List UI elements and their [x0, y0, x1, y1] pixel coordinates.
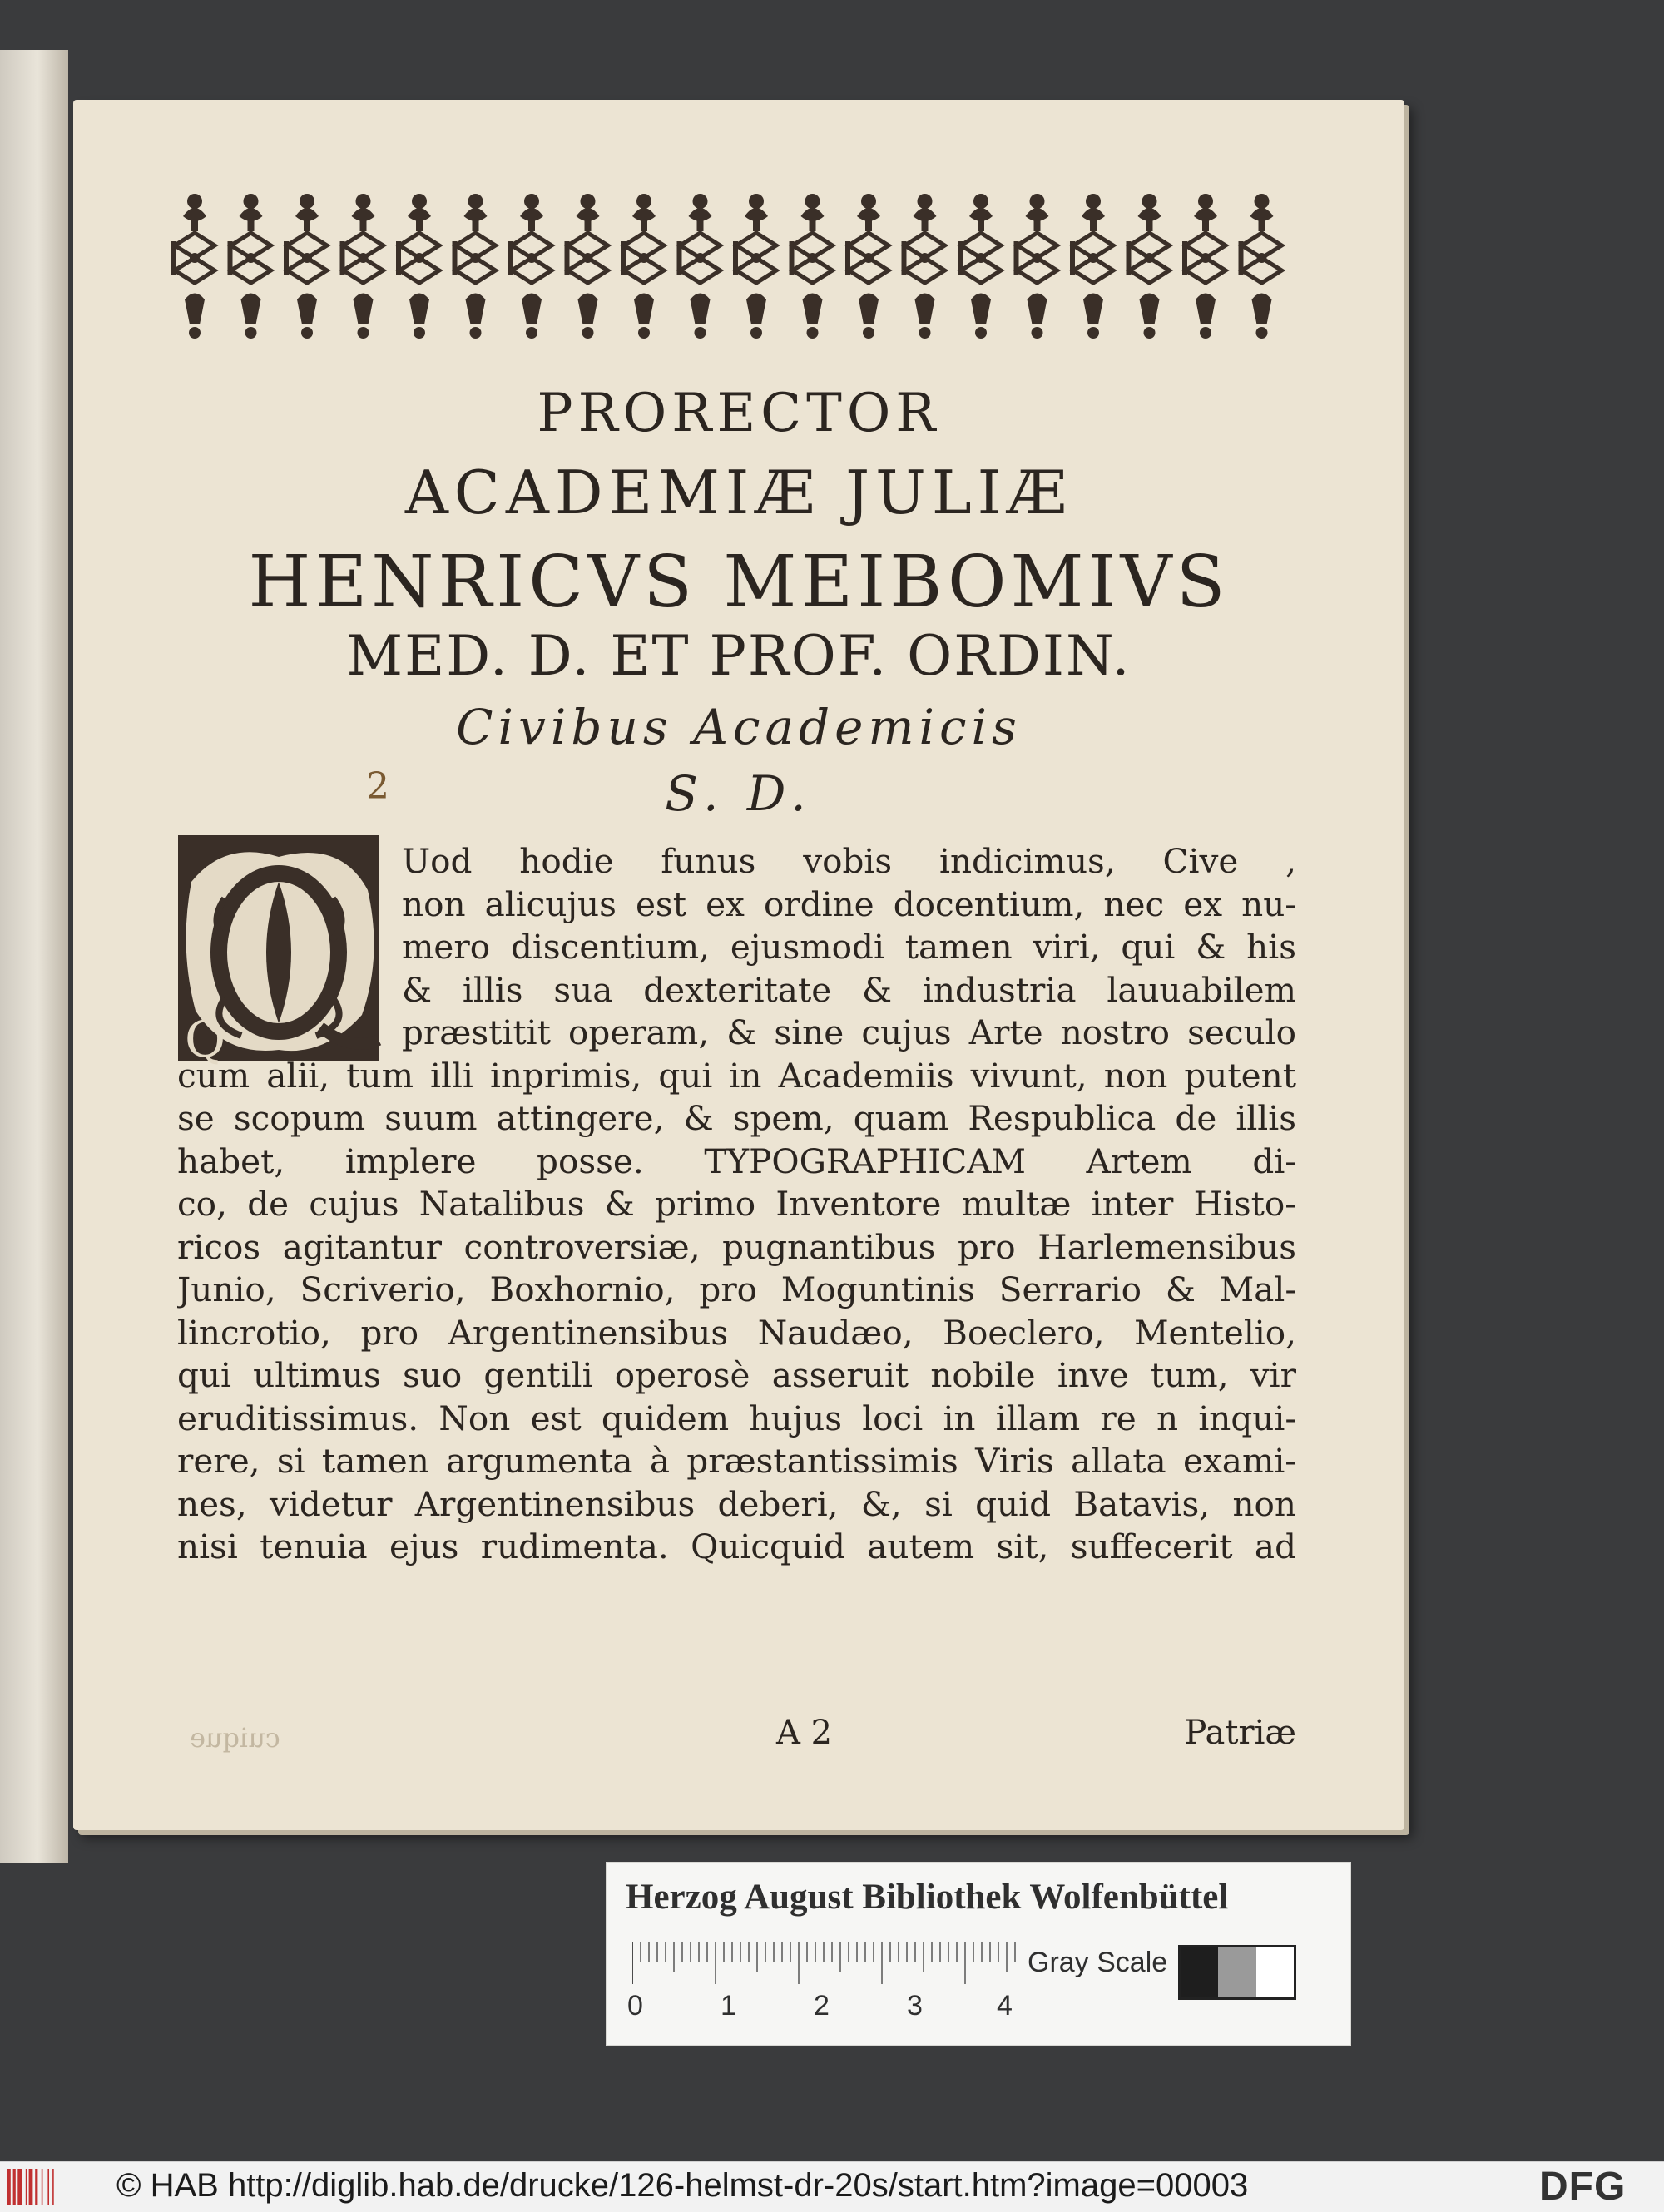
body-line: præstitit operam, & sine cujus Arte nostro seculo	[402, 1012, 1296, 1052]
ruler-number: 1	[721, 1990, 736, 2021]
heading-title: MED. D. ET PROF. ORDIN.	[346, 624, 1132, 688]
body-line: mero discentium, ejusmodi tamen viri, qui & his	[402, 927, 1296, 967]
signature-mark: A 2	[776, 1714, 833, 1752]
body-line: qui ultimus suo gentili operosè asseruit nobile inve tum, vir	[177, 1355, 1296, 1395]
headpiece-ornament-icon	[166, 183, 1290, 349]
library-title: Herzog August Bibliothek Wolfenbüttel	[626, 1878, 1229, 1917]
ruler	[632, 1942, 1023, 1984]
body-line: lincrotio, pro Argentinensibus Naudæo, Boeclero, Mentelio,	[177, 1312, 1296, 1353]
barcode-icon	[7, 2169, 65, 2205]
viewer-footer	[0, 2161, 1664, 2212]
heading-prorector: PRORECTOR	[537, 383, 941, 444]
body-line: & illis sua dexteritate & industria lauuabilem	[402, 969, 1296, 1010]
body-line: nisi tenuia ejus rudimenta. Quicquid autem sit, suffecerit ad	[177, 1527, 1296, 1566]
left-page-edge	[0, 50, 68, 1863]
book-page	[73, 100, 1404, 1830]
body-line: Junio, Scriverio, Boxhornio, pro Moguntinis Serrario & Mal-	[177, 1269, 1296, 1309]
gray-swatch-light	[1256, 1947, 1294, 1997]
ruler-number: 4	[997, 1990, 1013, 2021]
ruler-number: 3	[907, 1990, 923, 2021]
ornamental-headpiece	[166, 183, 1290, 349]
body-text	[177, 840, 1296, 1569]
svg-text:Q: Q	[185, 1011, 226, 1065]
body-line: co, de cujus Natalibus & primo Inventore multæ inter Histo-	[177, 1184, 1296, 1224]
gray-scale-swatches	[1178, 1945, 1296, 2000]
heading-name: HENRICVS MEIBOMIVS	[248, 541, 1230, 624]
heading-salutation: S. D.	[665, 765, 813, 822]
body-line: cum alii, tum illi inprimis, qui in Academiis vivunt, non putent	[177, 1055, 1296, 1096]
heading-addressee: Civibus Academicis	[456, 699, 1022, 755]
gray-swatch-mid	[1218, 1947, 1255, 1997]
ruler-number: 0	[627, 1990, 643, 2021]
heading-academia: ACADEMIÆ JULIÆ	[404, 458, 1073, 527]
body-line: rere, si tamen argumenta à præstantissimis Viris allata exami-	[177, 1441, 1296, 1481]
body-line: eruditissimus. Non est quidem hujus loci in illam re n inqui-	[177, 1398, 1296, 1438]
body-line: se scopum suum attingere, & spem, quam Respublica de illis	[177, 1098, 1296, 1138]
body-line: habet, implere posse. TYPOGRAPHICAM Artem di-	[177, 1141, 1296, 1181]
bleed-through-text: cuique	[190, 1722, 280, 1754]
gray-scale-label: Gray Scale	[1028, 1947, 1168, 1978]
marginal-mark: 2	[366, 765, 389, 808]
color-calibration-card	[606, 1862, 1351, 2046]
body-line: non alicujus est ex ordine docentium, nec ex nu-	[402, 883, 1296, 924]
body-line: Uod hodie funus vobis indicimus, Cive ,	[402, 841, 1296, 881]
copyright-url[interactable]: © HAB http://diglib.hab.de/drucke/126-helmst-dr-20s/start.htm?image=00003	[116, 2167, 1249, 2204]
body-line: ricos agitantur controversiæ, pugnantibus pro Harlemensibus	[177, 1226, 1296, 1267]
ruler-number: 2	[814, 1990, 830, 2021]
body-line: nes, videtur Argentinensibus deberi, &, si quid Batavis, non	[177, 1483, 1296, 1524]
ruler-ticks-icon	[632, 1942, 1023, 1984]
page-footer-line	[177, 1714, 1296, 1764]
catchword: Patriæ	[1184, 1714, 1296, 1752]
gray-swatch-dark	[1181, 1947, 1218, 1997]
dfg-logo: DFG	[1539, 2165, 1627, 2209]
